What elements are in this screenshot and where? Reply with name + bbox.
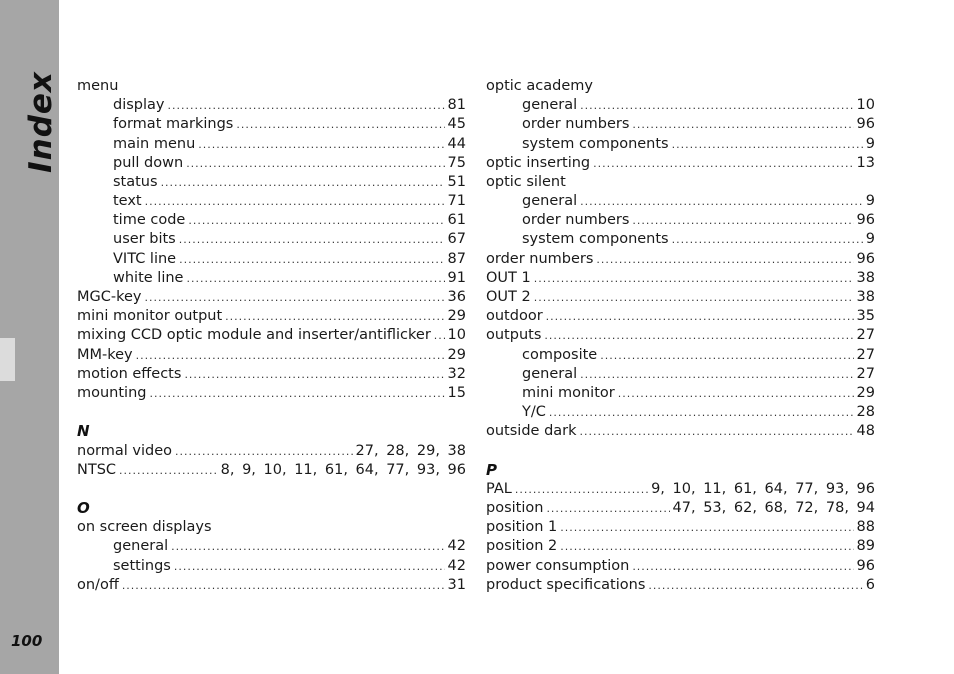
index-subentry: VITC line ..... 87	[77, 250, 466, 269]
index-subentry: pull down ..... 75	[77, 154, 466, 173]
page-number: 100	[11, 632, 43, 650]
index-entry: mounting ..... 15	[77, 384, 466, 403]
sidebar	[0, 0, 59, 674]
index-subentry: system components ..... 9	[486, 231, 875, 250]
index-subentry: general ..... 27	[486, 365, 875, 384]
index-entry-heading: optic academy	[486, 77, 593, 94]
index-entry: PAL ..... 9, 10, 11, 61, 64, 77, 93, 96	[486, 480, 875, 499]
index-subentry: general ..... 9	[486, 192, 875, 211]
index-entry: position 1 ..... 88	[486, 518, 875, 537]
index-subentry: order numbers ..... 96	[486, 115, 875, 134]
index-entry: mixing CCD optic module and inserter/antiflicker ..... 10	[77, 326, 466, 345]
index-subentry: main menu ..... 44	[77, 135, 466, 154]
index-entry: position 2 ..... 89	[486, 538, 875, 557]
section-letter-n: N	[77, 422, 90, 441]
section-letter-o: O	[77, 499, 90, 518]
index-entry: MM-key ..... 29	[77, 346, 466, 365]
index-subentry: composite ..... 27	[486, 346, 875, 365]
index-subentry: text ..... 71	[77, 192, 466, 211]
index-entry: MGC-key ..... 36	[77, 288, 466, 307]
index-subentry: settings ..... 42	[77, 557, 466, 576]
index-entry: power consumption ..... 96	[486, 557, 875, 576]
index-title: Index	[23, 71, 59, 173]
index-subentry: order numbers ..... 96	[486, 211, 875, 230]
index-entry: product specifications ..... 6	[486, 576, 875, 595]
index-entry: order numbers ..... 96	[486, 250, 875, 269]
index-entry: OUT 2 ..... 38	[486, 288, 875, 307]
index-subentry: white line ..... 91	[77, 269, 466, 288]
index-column-right	[486, 77, 875, 595]
index-subentry: status ..... 51	[77, 173, 466, 192]
index-entry: position ..... 47, 53, 62, 68, 72, 78, 94	[486, 499, 875, 518]
section-tab	[0, 338, 15, 381]
index-subentry: Y/C ..... 28	[486, 403, 875, 422]
index-subentry: general ..... 42	[77, 538, 466, 557]
index-entry-heading: optic silent	[486, 173, 566, 190]
section-letter-p: P	[486, 460, 497, 479]
index-subentry: system components ..... 9	[486, 135, 875, 154]
index-entry: outputs ..... 27	[486, 326, 875, 345]
index-entry: mini monitor output ..... 29	[77, 307, 466, 326]
index-entry: NTSC ..... 8, 9, 10, 11, 61, 64, 77, 93, 96	[77, 461, 466, 480]
index-entry: on/off ..... 31	[77, 576, 466, 595]
index-subentry: mini monitor ..... 29	[486, 384, 875, 403]
index-column-left	[77, 77, 466, 595]
index-entry: optic inserting ..... 13	[486, 154, 875, 173]
index-subentry: user bits ..... 67	[77, 231, 466, 250]
index-entry: outside dark ..... 48	[486, 422, 875, 441]
index-entry-heading: on screen displays	[77, 519, 212, 536]
index-entry: OUT 1 ..... 38	[486, 269, 875, 288]
index-entry: motion effects ..... 32	[77, 365, 466, 384]
index-entry: outdoor ..... 35	[486, 307, 875, 326]
index-entry: normal video ..... 27, 28, 29, 38	[77, 442, 466, 461]
index-subentry: format markings ..... 45	[77, 115, 466, 134]
index-subentry: time code ..... 61	[77, 211, 466, 230]
index-entry-heading: menu	[77, 77, 119, 94]
index-subentry: general ..... 10	[486, 96, 875, 115]
index-subentry: display ..... 81	[77, 96, 466, 115]
